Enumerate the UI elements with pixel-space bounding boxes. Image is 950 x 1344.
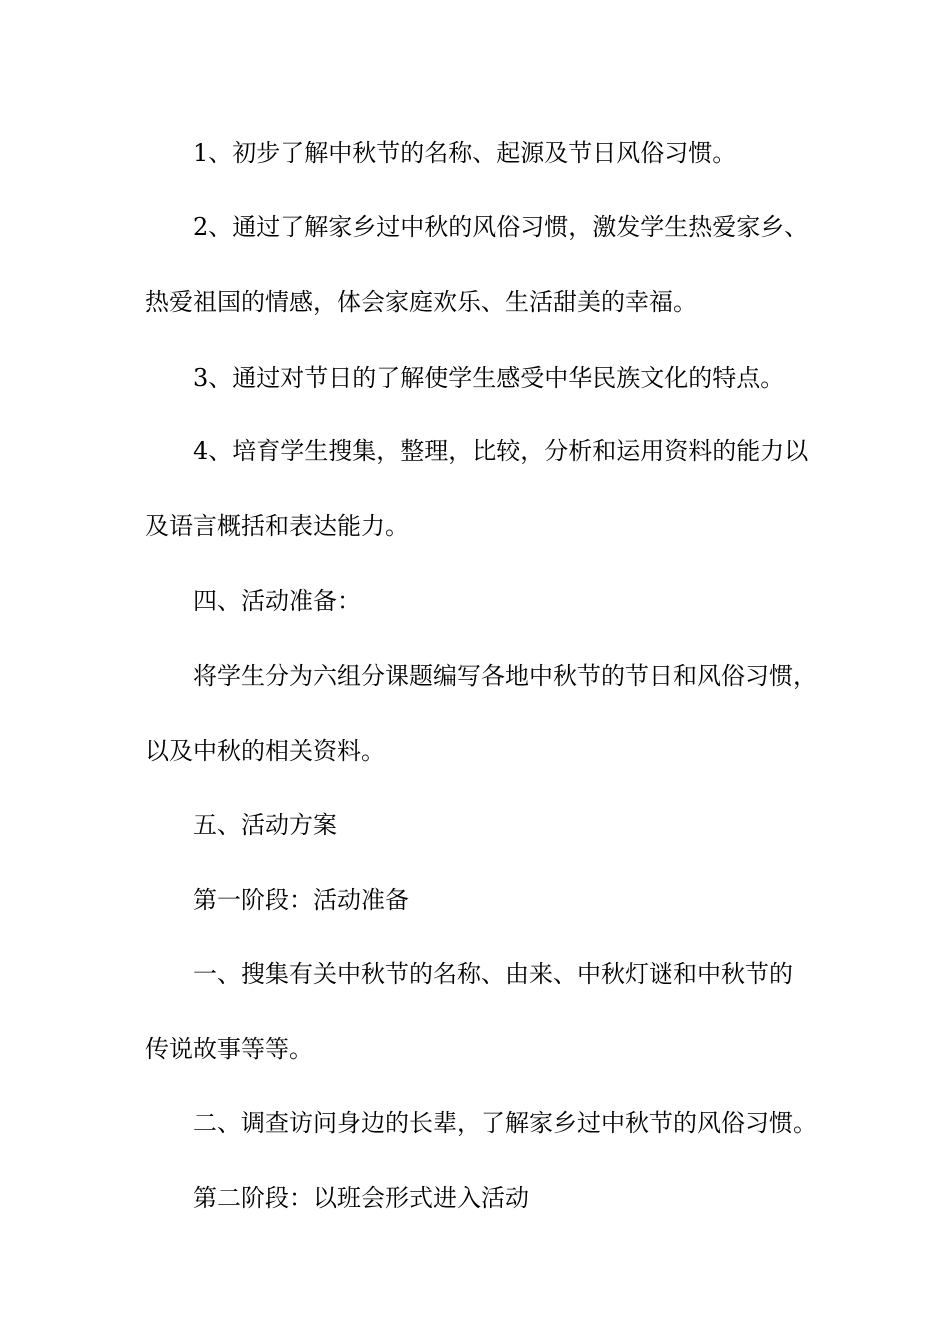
objective-2-line-1: 2、通过了解家乡过中秋的风俗习惯，激发学生热爱家乡、: [193, 213, 809, 241]
stage-1-item-1-line-2: 传说故事等等。: [145, 1035, 313, 1063]
stage-1-heading: 第一阶段：活动准备: [193, 886, 409, 914]
objective-3: 3、通过对节日的了解使学生感受中华民族文化的特点。: [193, 364, 785, 392]
stage-1-item-1-line-1: 一、搜集有关中秋节的名称、由来、中秋灯谜和中秋节的: [193, 960, 793, 988]
objective-2-line-2: 热爱祖国的情感，体会家庭欢乐、生活甜美的幸福。: [145, 288, 697, 316]
stage-1-item-2: 二、调查访问身边的长辈，了解家乡过中秋节的风俗习惯。: [193, 1109, 817, 1137]
objective-1: 1、初步了解中秋节的名称、起源及节日风俗习惯。: [193, 139, 737, 167]
objective-4-line-2: 及语言概括和表达能力。: [145, 512, 409, 540]
preparation-line-2: 以及中秋的相关资料。: [145, 737, 385, 765]
objective-4-line-1: 4、培育学生搜集，整理，比较，分析和运用资料的能力以: [193, 437, 809, 465]
section-heading-preparation: 四、活动准备：: [193, 587, 361, 615]
section-heading-plan: 五、活动方案: [193, 811, 337, 839]
stage-2-heading: 第二阶段：以班会形式进入活动: [193, 1184, 529, 1212]
preparation-line-1: 将学生分为六组分课题编写各地中秋节的节日和风俗习惯，: [193, 662, 817, 690]
